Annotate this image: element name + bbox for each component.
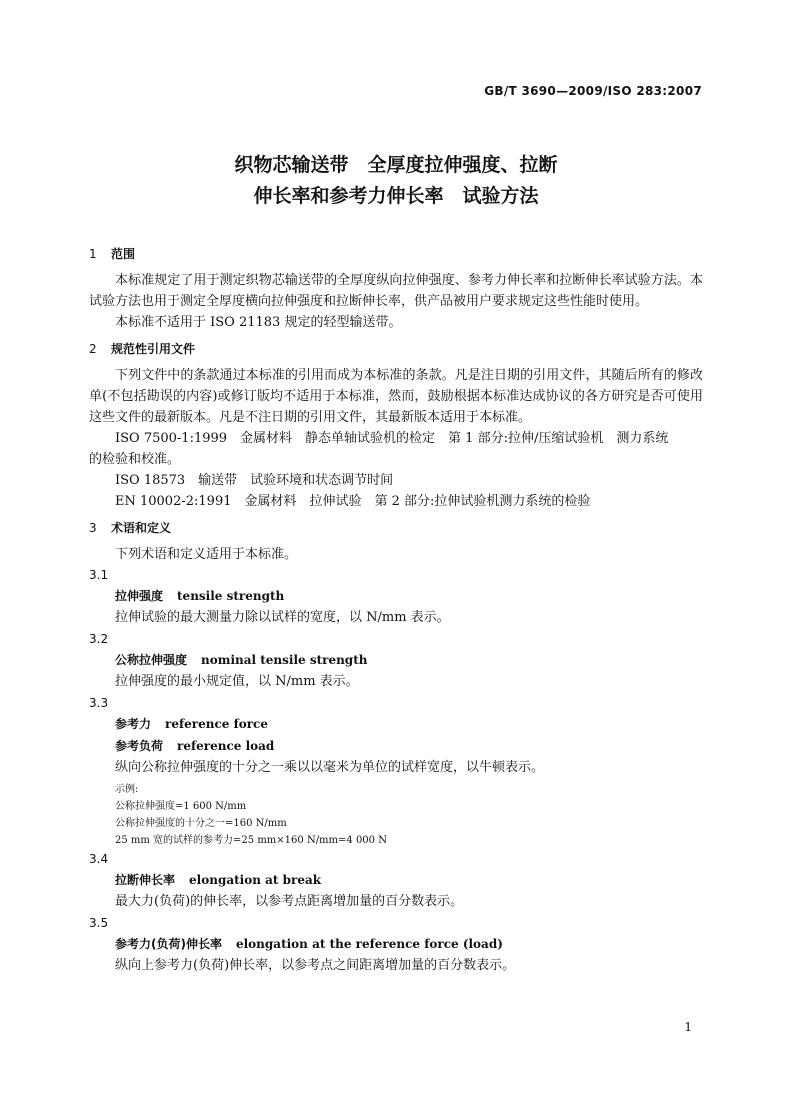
clause-number: 3.4: [89, 852, 109, 866]
paragraph: 下列文件中的条款通过本标准的引用而成为本标准的条款。凡是注日期的引用文件，其随后所有的修改单(不包括勘误的内容)或修订版均不适用于本标准，然而，鼓励根据本标准达成协议的各方研究是否可使用这些文件的最新版本。凡是不注日期的引用文件，其最新版本适用于本标准。: [89, 368, 703, 425]
clause-number: 3.5: [89, 916, 109, 930]
section-title: 规范性引用文件: [111, 342, 196, 356]
section-heading-normative-references: [89, 339, 703, 359]
reference-item: ISO 18573 输送带 试验环境和状态调节时间: [115, 473, 394, 488]
term-zh: 公称拉伸强度: [115, 653, 188, 667]
term-definition: 拉伸试验的最大测量力除以试样的宽度，以 N/mm 表示。: [115, 610, 450, 625]
document-body: [89, 244, 703, 977]
term-en: reference load: [177, 739, 275, 753]
term-en: nominal tensile strength: [201, 653, 368, 667]
section-number: 3: [89, 521, 97, 535]
section-number: 1: [89, 247, 97, 261]
term-definition: 纵向上参考力(负荷)伸长率，以参考点之间距离增加量的百分数表示。: [115, 958, 516, 973]
reference-item: ISO 7500-1:1999 金属材料 静态单轴试验机的检定 第 1 部分:拉伸/压缩试验机 测力系统: [115, 431, 669, 446]
example-line: 公称拉伸强度的十分之一=160 N/mm: [115, 818, 287, 829]
example-line: 25 mm 宽的试样的参考力=25 mm×160 N/mm=4 000 N: [115, 835, 387, 846]
reference-item: EN 10002-2:1991 金属材料 拉伸试验 第 2 部分:拉伸试验机测力系统的检验: [115, 494, 591, 509]
term-entry: [89, 713, 703, 735]
term-zh: 拉断伸长率: [115, 873, 176, 887]
clause-number: 3.1: [89, 568, 109, 582]
term-entry: [89, 649, 703, 671]
page-number: 1: [684, 1020, 692, 1034]
term-en: reference force: [165, 717, 268, 731]
example-label: 示例:: [115, 784, 139, 795]
term-entry: [89, 933, 703, 955]
standard-code: GB/T 3690—2009/ISO 283:2007: [484, 84, 702, 98]
section-heading-scope: [89, 244, 703, 264]
term-zh: 拉伸强度: [115, 589, 164, 603]
clause-number: 3.3: [89, 696, 109, 710]
paragraph: 下列术语和定义适用于本标准。: [115, 547, 298, 562]
reference-item-continuation: 的检验和校准。: [89, 452, 181, 467]
term-zh: 参考力(负荷)伸长率: [115, 937, 222, 951]
term-en: tensile strength: [177, 589, 285, 603]
document-title-line-1: 织物芯输送带 全厚度拉伸强度、拉断: [234, 154, 558, 176]
paragraph: 本标准规定了用于测定织物芯输送带的全厚度纵向拉伸强度、参考力伸长率和拉断伸长率试验方法。本试验方法也用于测定全厚度横向拉伸强度和拉断伸长率，供产品被用户要求规定这些性能时使用。: [89, 273, 703, 309]
term-zh: 参考力: [115, 717, 152, 731]
document-title-line-2: 伸长率和参考力伸长率 试验方法: [253, 185, 539, 207]
term-entry-synonym: [89, 735, 703, 757]
term-entry: [89, 585, 703, 607]
section-heading-terms-definitions: [89, 518, 703, 538]
term-definition: 最大力(负荷)的伸长率，以参考点距离增加量的百分数表示。: [115, 894, 464, 909]
clause-number: 3.2: [89, 632, 109, 646]
term-definition: 拉伸强度的最小规定值，以 N/mm 表示。: [115, 674, 359, 689]
term-en: elongation at the reference force (load): [235, 937, 503, 951]
section-title: 范围: [111, 247, 136, 261]
example-line: 公称拉伸强度=1 600 N/mm: [115, 801, 247, 812]
section-number: 2: [89, 342, 97, 356]
term-definition: 纵向公称拉伸强度的十分之一乘以以毫米为单位的试样宽度，以牛顿表示。: [115, 760, 545, 775]
section-title: 术语和定义: [111, 521, 172, 535]
term-zh: 参考负荷: [115, 739, 164, 753]
term-en: elongation at break: [189, 873, 322, 887]
paragraph: 本标准不适用于 ISO 21183 规定的轻型输送带。: [115, 315, 402, 330]
term-entry: [89, 869, 703, 891]
